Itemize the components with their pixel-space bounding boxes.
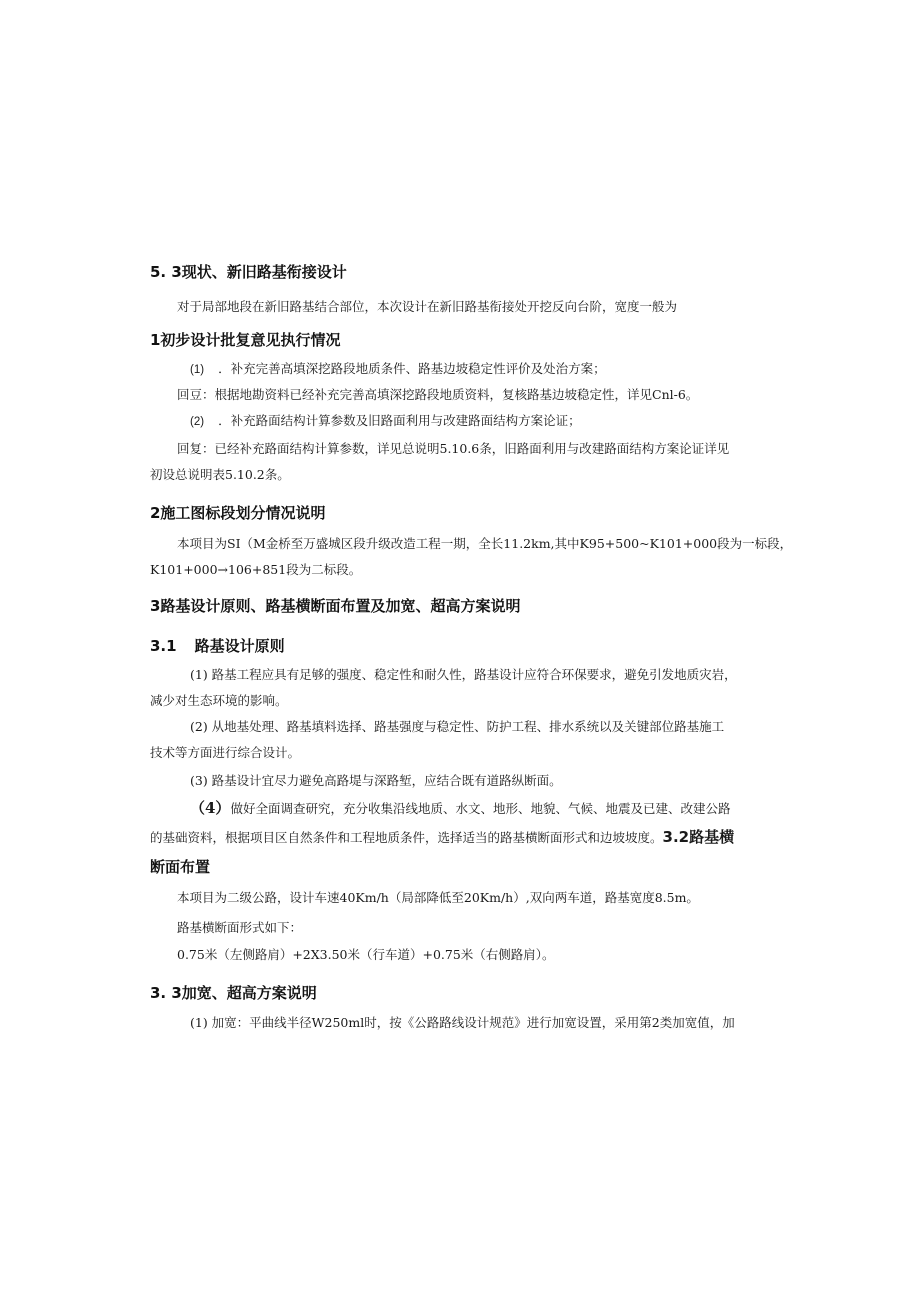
heading-text: 路基设计原则 <box>194 637 285 655</box>
section-heading-2: 2施工图标段划分情况说明 <box>150 504 326 522</box>
paragraph: 路基横断面形式如下： <box>177 920 303 935</box>
list-item-cont: 技术等方面进行综合设计。 <box>150 745 301 760</box>
list-item-cont: 减少对生态环境的影响。 <box>150 693 288 708</box>
section-heading-3-2-cont: 断面布置 <box>150 858 211 876</box>
section-heading-1: 1初步设计批复意见执行情况 <box>150 331 341 349</box>
section-heading-3-1 <box>150 636 285 656</box>
item-number: (2) <box>190 416 205 428</box>
paragraph: 对于局部地段在新旧路基结合部位，本次设计在新旧路基衔接处开挖反向台阶，宽度一般为 <box>177 299 678 314</box>
list-item: (3) 路基设计宜尽力避免高路堤与深路堑，应结合既有道路纵断面。 <box>190 773 562 788</box>
reply-paragraph: 回复：已经补充路面结构计算参数，详见总说明5.10.6条，旧路面利用与改建路面结构方案论证详见 <box>177 441 730 456</box>
list-item <box>190 360 606 379</box>
paragraph: 本项目为二级公路，设计车速40Km/h（局部降低至20Km/h）,双向两车道，路基宽度8.5m。 <box>177 890 699 905</box>
inline-heading-3-2: 3.2路基横 <box>662 828 735 846</box>
item-text: 做好全面调查研究，充分收集沿线地质、水文、地形、地貌、气候、地震及已建、改建公路 <box>230 801 731 816</box>
item-number: (1) <box>190 364 205 376</box>
list-item <box>190 412 581 431</box>
list-item <box>190 799 730 818</box>
item-text: ．补充路面结构计算参数及旧路面利用与改建路面结构方案论证； <box>218 413 581 428</box>
reply-paragraph: 回豆：根据地勘资料已经补充完善高填深挖路段地质资料，复核路基边坡稳定性，详见Cnl-6。 <box>177 387 699 402</box>
heading-number: 3.1 <box>150 637 177 655</box>
section-heading-3-3: 3. 3加宽、超高方案说明 <box>150 984 317 1002</box>
item-number: （4） <box>190 799 231 817</box>
section-heading-3: 3路基设计原则、路基横断面布置及加宽、超高方案说明 <box>150 597 521 615</box>
paragraph: 0.75米（左侧路肩）+2X3.50米（行车道）+0.75米（右侧路肩）。 <box>177 947 555 962</box>
list-item: (1) 加宽：平曲线半径W250ml时，按《公路路线设计规范》进行加宽设置，采用第2类加宽值，加 <box>190 1015 735 1030</box>
section-heading-5-3: 5. 3现状、新旧路基衔接设计 <box>150 263 347 281</box>
item-text: ．补充完善高填深挖路段地质条件、路基边坡稳定性评价及处治方案； <box>218 361 606 376</box>
list-item-cont <box>150 828 734 847</box>
paragraph: 本项目为SI（M金桥至万盛城区段升级改造工程一期，全长11.2km,其中K95+500~K101+000段为一标段， <box>177 536 793 551</box>
paragraph-cont: K101+000→106+851段为二标段。 <box>150 562 362 577</box>
reply-paragraph-cont: 初设总说明表5.10.2条。 <box>150 467 290 482</box>
list-item: (2) 从地基处理、路基填料选择、路基强度与稳定性、防护工程、排水系统以及关键部位路基施工 <box>190 719 725 734</box>
item-text: 的基础资料，根据项目区自然条件和工程地质条件，选择适当的路基横断面形式和边坡坡度。 <box>150 830 663 845</box>
list-item: (1) 路基工程应具有足够的强度、稳定性和耐久性，路基设计应符合环保要求，避免引发地质灾岩， <box>190 667 737 682</box>
